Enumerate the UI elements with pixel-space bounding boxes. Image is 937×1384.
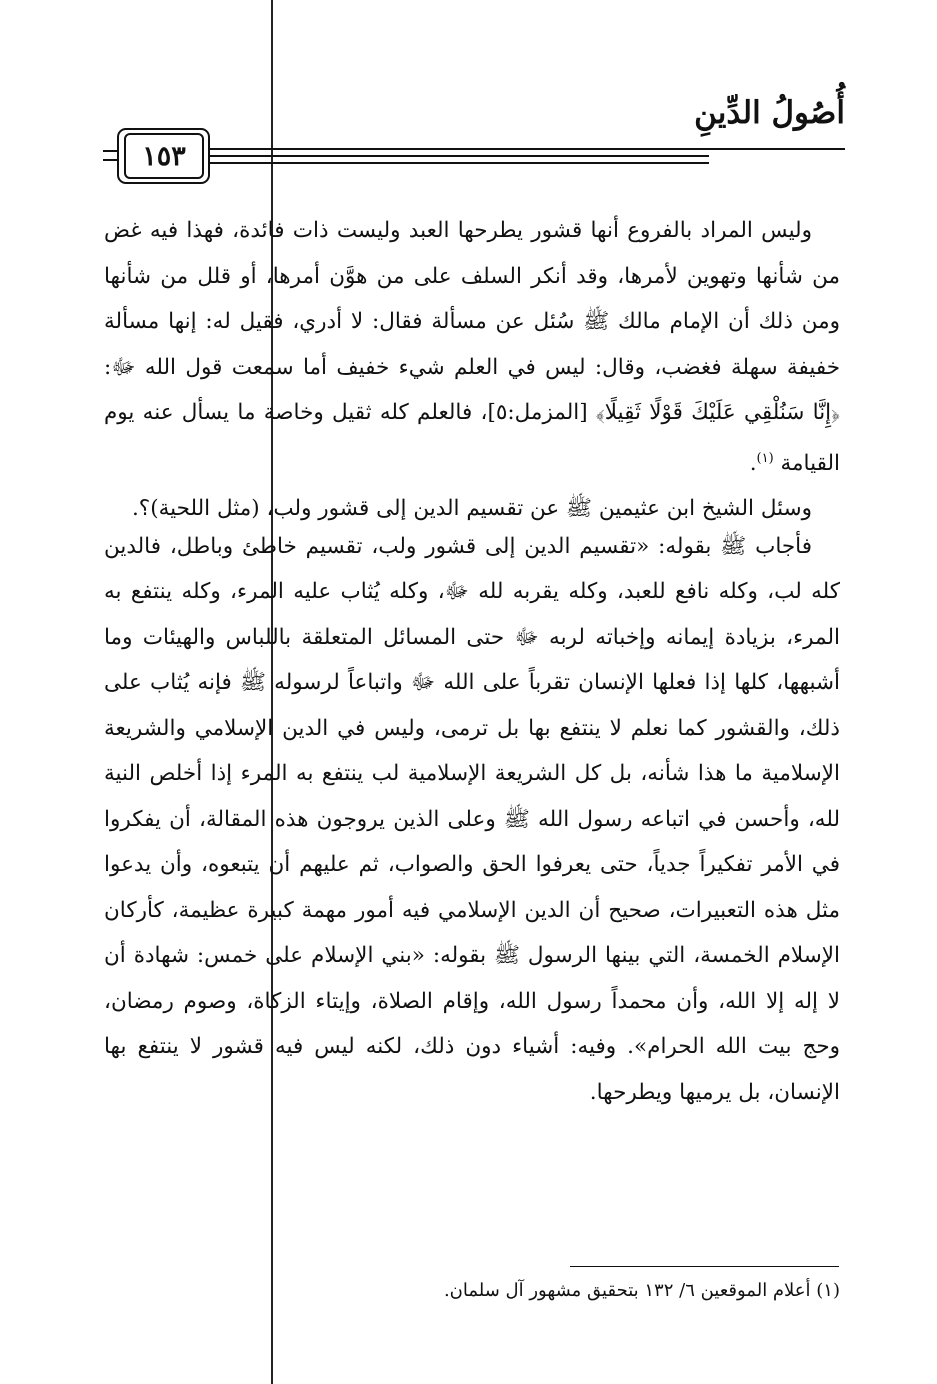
running-header-title: أُصُولُ الدِّينِ — [694, 95, 845, 131]
footnote-marker: (١) — [756, 450, 774, 466]
paragraph: فأجاب ﷺ بقوله: «تقسيم الدين إلى قشور ولب، تقسيم خاطئ وباطل، فالدين كله لب، وكله نافع للعبد، وكله يقربه لله ﷻ، وكله يُثاب عليه المرء، وكله ينتفع به المرء، بزيادة إيمانه وإخباته لربه ﷻ حتى المسائل المتعلقة باللباس والهيئات وما أشبهها، كلها إذا فعلها الإنسان تقرباً على الله ﷻ واتباعاً لرسوله ﷺ فإنه يُثاب على ذلك، والقشور كما نعلم لا ينتفع بها بل ترمى، وليس في الدين الإسلامي والشريعة الإسلامية ما هذا شأنه، بل كل الشريعة الإسلامية لب ينتفع به المرء إذا أخلص النية لله، وأحسن في اتباعه رسول الله ﷺ وعلى الذين يروجون هذه المقالة، أن يفكروا في الأمر تفكيراً جدياً، حتى يعرفوا الحق والصواب، ثم عليهم أن يتبعوه، وأن يدعوا مثل هذه التعبيرات، صحيح أن الدين الإسلامي فيه أمور مهمة كبيرة عظيمة، كأركان الإسلام الخمسة، التي بينها الرسول ﷺ بقوله: «بني الإسلام على خمس: شهادة أن لا إله إلا الله، وأن محمداً رسول الله، وإقام الصلاة، وإيتاء الزكاة، وصوم رمضان، وحج بيت الله الحرام». وفيه: أشياء دون ذلك، لكنه ليس فيه قشور لا ينتفع بها الإنسان، بل يرميها ويطرحها. — [104, 533, 840, 1105]
header-rule-left — [103, 159, 117, 161]
paragraph: وسئل الشيخ ابن عثيمين ﷺ عن تقسيم الدين إلى قشور ولب، (مثل اللحية)؟. — [131, 496, 812, 522]
header-rule — [210, 162, 709, 164]
page-number: ١٥٣ — [124, 133, 204, 179]
header-rule-left — [103, 150, 117, 152]
footnote-separator — [570, 1266, 839, 1267]
paragraph: وليس المراد بالفروع أنها قشور يطرحها العبد وليست ذات فائدة، فهذا فيه غض من شأنها وتهوين لأمرها، وقد أنكر السلف على من هوَّن أمرها، أو قلل من شأنها ومن ذلك أن الإمام مالك ﷺ سُئل عن مسألة فقال: لا أدري، فقيل له: إنها مسألة خفيفة سهلة فغضب، وقال: ليس في العلم شيء خفيف أما سمعت قول الله ﷻ: ﴿إِنَّا سَنُلْقِي عَلَيْكَ قَوْلًا ثَقِيلًا﴾ [المزمل:٥]، فالعلم كله ثقيل وخاصة ما يسأل عنه يوم القيامة $^{(١)}$. — [104, 218, 840, 476]
header-rule — [210, 148, 845, 150]
header-rule — [210, 155, 709, 157]
main-text — [104, 208, 840, 1115]
footnote: (١) أعلام الموقعين ٦/ ١٣٢ بتحقيق مشهور آل سلمان. — [443, 1280, 840, 1301]
